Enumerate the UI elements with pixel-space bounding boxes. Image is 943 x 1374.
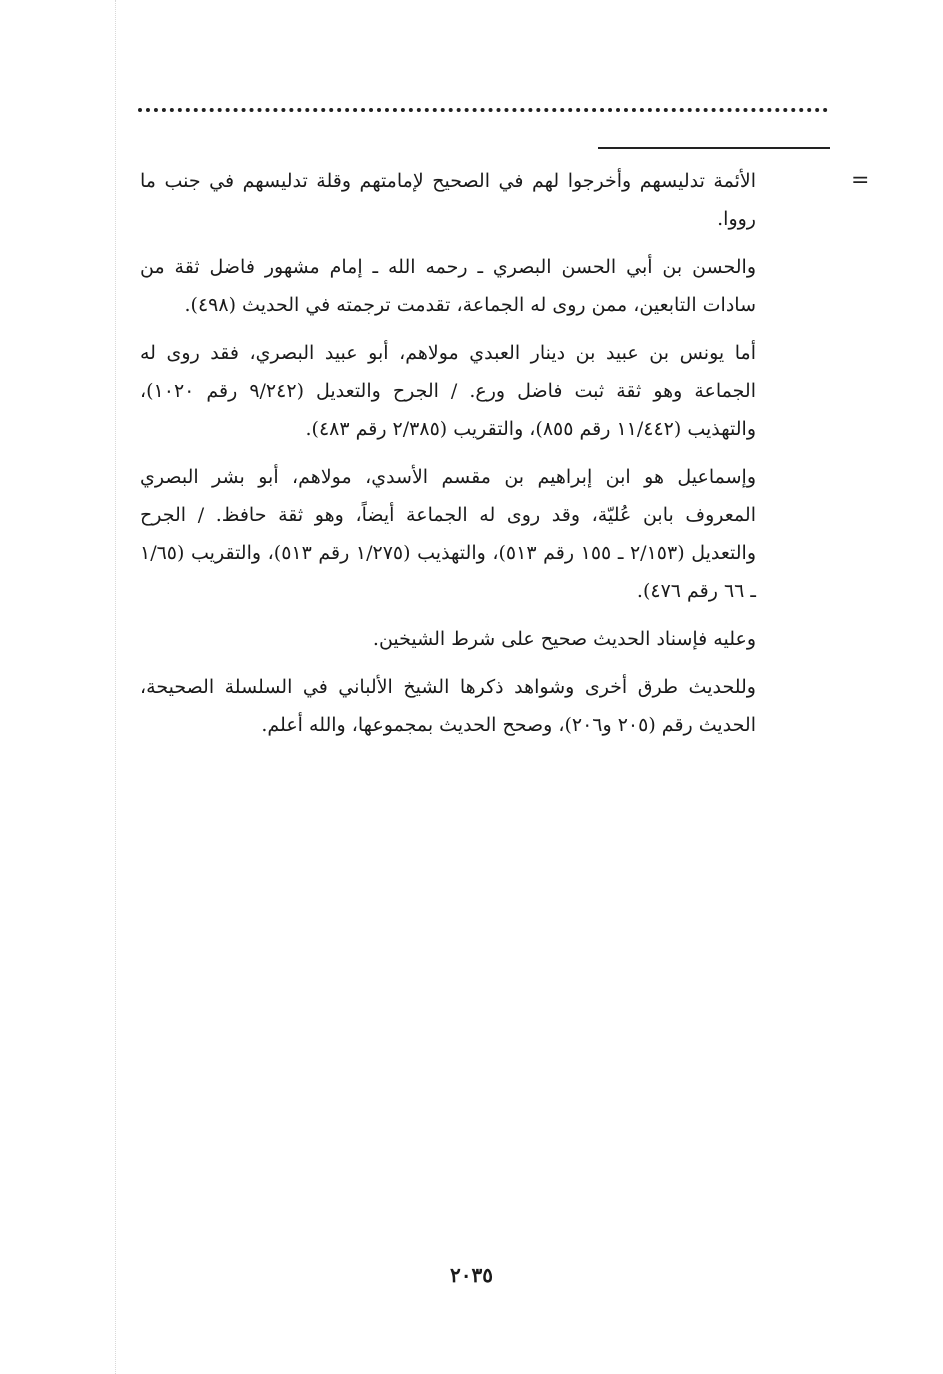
paragraph-6: وللحديث طرق أخرى وشواهد ذكرها الشيخ الألباني في السلسلة الصحيحة، الحديث رقم (٢٠٥ و٢٠٦)، وصحح الحديث بمجموعها، والله أعلم. bbox=[140, 676, 756, 736]
footnote-text bbox=[140, 162, 756, 744]
paragraph-5: وعليه فإسناد الحديث صحيح على شرط الشيخين. bbox=[372, 628, 756, 650]
paragraph-4: وإسماعيل هو ابن إبراهيم بن مقسم الأسدي، مولاهم، أبو بشر البصري المعروف بابن عُليّة، وقد روى له الجماعة أيضاً، وهو ثقة حافظ. / الجرح والتعديل (٢/١٥٣ ـ ١٥٥ رقم ٥١٣)، والتهذيب (١/٢٧٥ رقم ٥١٣)، والتقريب (١/٦٥ ـ ٦٦ رقم ٤٧٦). bbox=[140, 466, 756, 602]
footnote-rule bbox=[598, 147, 830, 149]
paragraph-1: الأئمة تدليسهم وأخرجوا لهم في الصحيح لإمامتهم وقلة تدليسهم في جنب ما رووا. bbox=[140, 170, 756, 230]
paragraph-2: والحسن بن أبي الحسن البصري ـ رحمه الله ـ إمام مشهور فاضل ثقة من سادات التابعين، ممن روى له الجماعة، تقدمت ترجمته في الحديث (٤٩٨). bbox=[140, 256, 756, 316]
page-edge-line bbox=[115, 0, 116, 1374]
continuation-mark: = bbox=[851, 168, 870, 193]
paragraph-3: أما يونس بن عبيد بن دينار العبدي مولاهم، أبو عبيد البصري، فقد روى له الجماعة وهو ثقة ثبت فاضل ورع. / الجرح والتعديل (٩/٢٤٢ رقم ١٠٢٠)، والتهذيب (١١/٤٤٢ رقم ٨٥٥)، والتقريب (٢/٣٨٥ رقم ٤٨٣). bbox=[140, 342, 756, 440]
dotted-separator bbox=[138, 108, 828, 112]
page-number: ٢٠٣٥ bbox=[450, 1263, 493, 1287]
